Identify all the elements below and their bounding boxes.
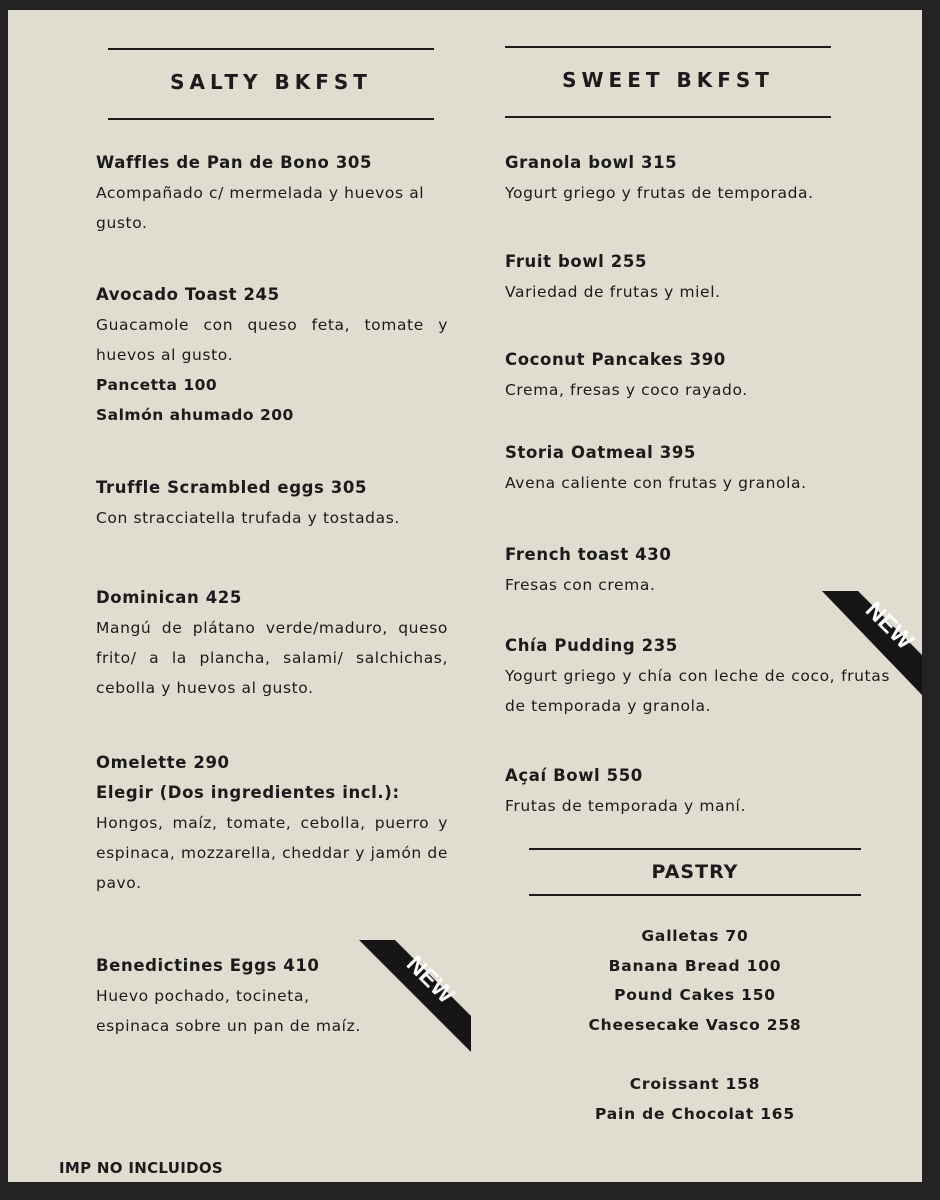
item-name: Benedictines Eggs 410 bbox=[96, 956, 320, 975]
menu-item-omelette bbox=[96, 748, 448, 898]
menu-item-storia-oatmeal bbox=[505, 438, 890, 498]
header-rule-bottom bbox=[108, 118, 434, 120]
pastry-rule-bottom bbox=[529, 894, 861, 896]
new-badge-label: NEW bbox=[400, 950, 460, 1010]
item-description: Hongos, maíz, tomate, cebolla, puerro y espinaca, mozzarella, cheddar y jamón de pavo. bbox=[96, 814, 448, 892]
pastry-item: Pound Cakes 150 bbox=[614, 986, 776, 1004]
item-description: Acompañado c/ mermelada y huevos al gusto. bbox=[96, 184, 425, 232]
footer-note: IMP NO INCLUIDOS bbox=[59, 1159, 223, 1177]
menu-item-coconut-pancakes bbox=[505, 345, 890, 405]
item-extra-pancetta: Pancetta 100 bbox=[96, 376, 218, 394]
item-extra-salmon: Salmón ahumado 200 bbox=[96, 406, 294, 424]
salty-title: SALTY BKFST bbox=[170, 70, 372, 94]
item-name: Truffle Scrambled eggs 305 bbox=[96, 478, 368, 497]
sweet-header bbox=[505, 46, 831, 118]
pastry-list bbox=[529, 922, 861, 1129]
header-rule-bottom bbox=[505, 116, 831, 118]
item-description: Avena caliente con frutas y granola. bbox=[505, 474, 807, 492]
item-description: Yogurt griego y chía con leche de coco, frutas de temporada y granola. bbox=[505, 667, 890, 715]
menu-item-dominican bbox=[96, 583, 448, 703]
item-name: Dominican 425 bbox=[96, 588, 242, 607]
item-name: Waffles de Pan de Bono 305 bbox=[96, 153, 373, 172]
new-badge-label: NEW bbox=[859, 596, 919, 656]
pastry-item: Pain de Chocolat 165 bbox=[595, 1104, 795, 1123]
new-ribbon-icon bbox=[359, 940, 471, 1052]
item-description: Guacamole con queso feta, tomate y huevos al gusto. bbox=[96, 316, 448, 364]
new-ribbon-icon bbox=[822, 591, 922, 695]
pastry-title: PASTRY bbox=[651, 861, 739, 883]
menu-item-granola-bowl bbox=[505, 148, 890, 208]
item-name: Açaí Bowl 550 bbox=[505, 766, 643, 785]
pastry-item: Croissant 158 bbox=[629, 1075, 761, 1093]
pastry-item: Galletas 70 bbox=[641, 927, 749, 945]
item-description-line: Huevo pochado, tocineta, bbox=[96, 987, 310, 1005]
item-description: Crema, fresas y coco rayado. bbox=[505, 381, 748, 399]
item-name: Granola bowl 315 bbox=[505, 153, 678, 172]
item-description: Mangú de plátano verde/maduro, queso frito/ a la plancha, salami/ salchichas, cebolla y huevos al gusto. bbox=[96, 619, 448, 697]
menu-item-fruit-bowl bbox=[505, 247, 890, 307]
item-name: Fruit bowl 255 bbox=[505, 252, 648, 271]
menu-item-acai-bowl bbox=[505, 761, 890, 821]
new-badge-chia bbox=[822, 591, 922, 695]
item-name: French toast 430 bbox=[505, 545, 672, 564]
menu-item-truffle-eggs bbox=[96, 473, 448, 533]
item-description: Frutas de temporada y maní. bbox=[505, 797, 746, 815]
pastry-item: Banana Bread 100 bbox=[608, 956, 782, 975]
header-rule-top bbox=[108, 48, 434, 50]
item-description: Yogurt griego y frutas de temporada. bbox=[505, 184, 814, 202]
menu-item-waffles bbox=[96, 148, 448, 238]
item-name: Avocado Toast 245 bbox=[96, 285, 280, 304]
item-name: Omelette 290 bbox=[96, 753, 230, 772]
salty-header bbox=[108, 48, 434, 120]
new-badge-benedictines bbox=[359, 940, 471, 1052]
item-description-line: espinaca sobre un pan de maíz. bbox=[96, 1017, 361, 1035]
menu-page bbox=[8, 10, 922, 1182]
item-description: Variedad de frutas y miel. bbox=[505, 283, 721, 301]
item-name: Coconut Pancakes 390 bbox=[505, 350, 726, 369]
header-rule-top bbox=[505, 46, 831, 48]
item-name: Storia Oatmeal 395 bbox=[505, 443, 696, 462]
item-description: Fresas con crema. bbox=[505, 576, 656, 594]
item-name: Chía Pudding 235 bbox=[505, 636, 678, 655]
item-subtitle: Elegir (Dos ingredientes incl.): bbox=[96, 783, 400, 802]
pastry-item: Cheesecake Vasco 258 bbox=[588, 1015, 802, 1034]
menu-item-avocado-toast bbox=[96, 280, 448, 430]
sweet-title: SWEET BKFST bbox=[562, 68, 774, 92]
pastry-header bbox=[529, 848, 861, 896]
item-description: Con stracciatella trufada y tostadas. bbox=[96, 509, 400, 527]
